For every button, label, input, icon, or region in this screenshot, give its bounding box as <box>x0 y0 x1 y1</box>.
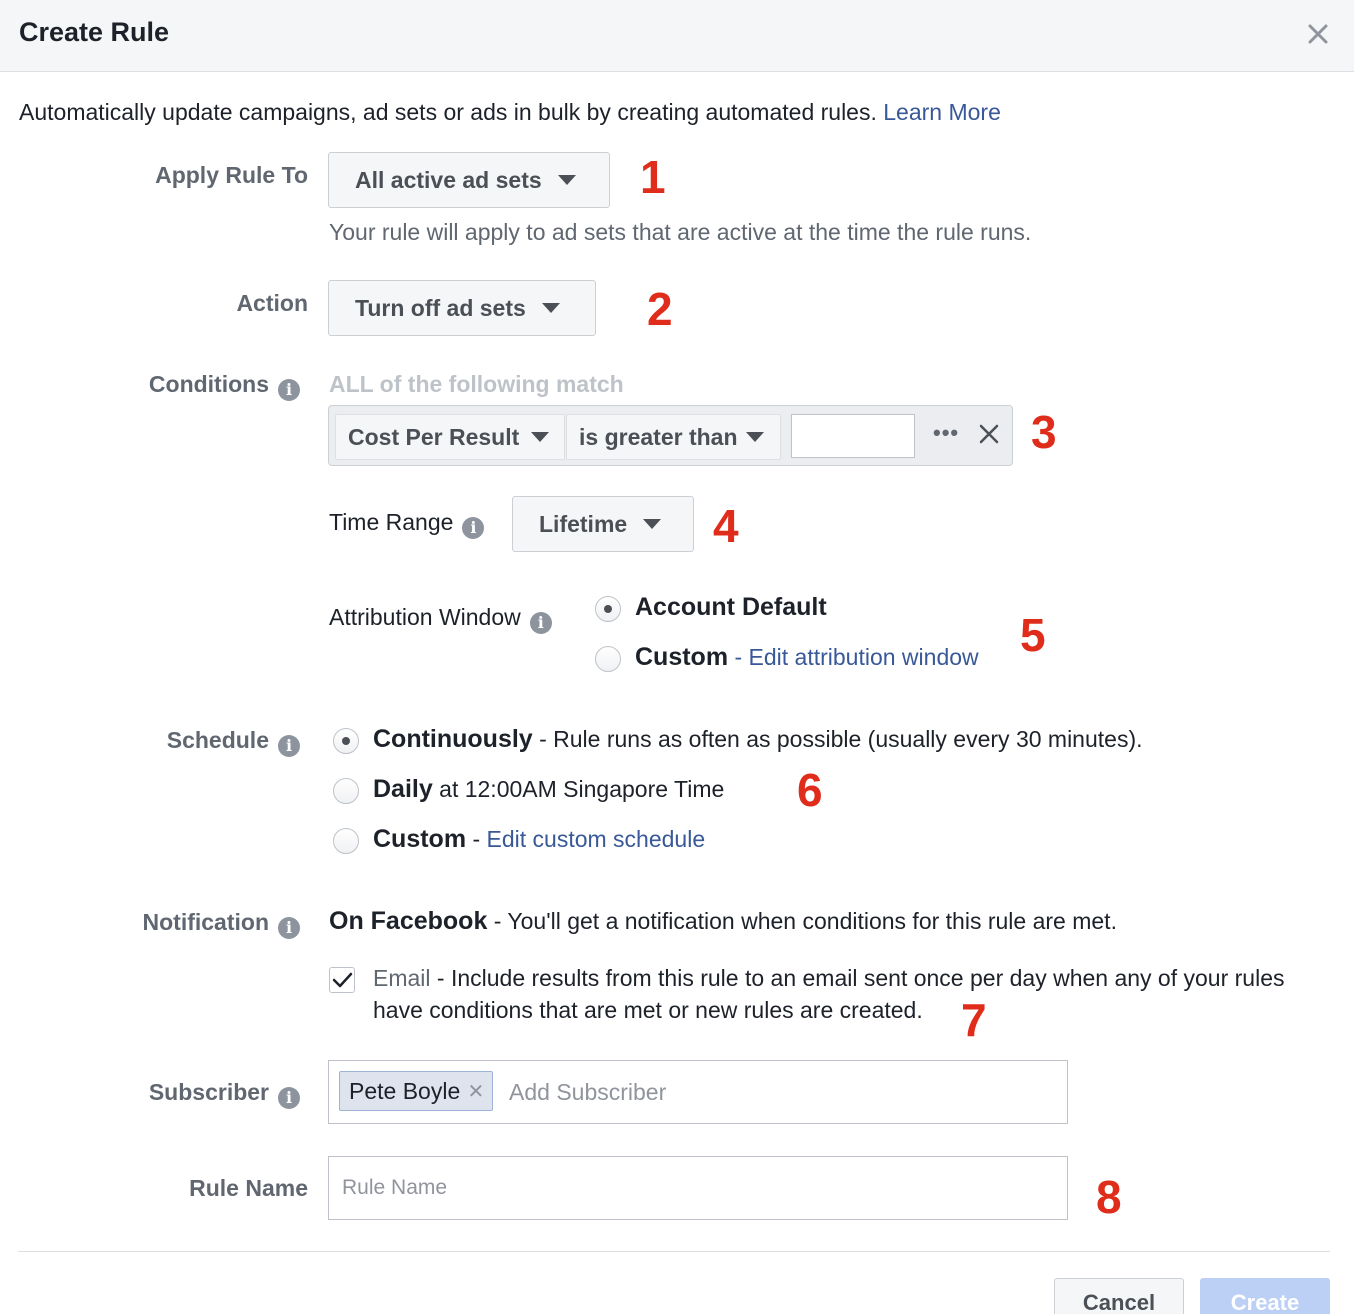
intro-description: Automatically update campaigns, ad sets or ads in bulk by creating automated rules. <box>19 99 877 125</box>
action-dropdown[interactable] <box>328 280 596 336</box>
remove-subscriber-icon[interactable]: ✕ <box>467 1081 485 1103</box>
email-checkbox[interactable] <box>329 967 355 993</box>
info-icon[interactable]: i <box>530 612 552 634</box>
schedule-label-text: Schedule <box>166 727 269 753</box>
attribution-window-label-text: Attribution Window <box>329 604 521 630</box>
condition-metric-dropdown[interactable] <box>335 414 565 460</box>
email-detail-line1: - Include results from this rule to an email sent once per day when any of your rules <box>430 965 1285 991</box>
annotation-1: 1 <box>640 151 666 203</box>
annotation-2: 2 <box>647 283 673 335</box>
condition-operator-value: is greater than <box>579 423 738 450</box>
annotation-5: 5 <box>1020 609 1046 661</box>
edit-custom-schedule-link[interactable]: Edit custom schedule <box>486 826 706 852</box>
notification-label-text: Notification <box>142 909 269 935</box>
rule-name-label: Rule Name <box>189 1175 308 1201</box>
annotation-6: 6 <box>797 764 823 816</box>
subscriber-label <box>149 1079 300 1109</box>
email-detail-line2: have conditions that are met or new rules are created. <box>373 997 923 1023</box>
attribution-window-label <box>329 604 552 634</box>
conditions-label <box>149 371 300 401</box>
annotation-8: 8 <box>1096 1171 1122 1223</box>
notification-facebook-detail: - You'll get a notification when conditions for this rule are met. <box>487 908 1117 934</box>
annotation-4: 4 <box>713 500 739 552</box>
cancel-button[interactable]: Cancel <box>1054 1278 1184 1314</box>
condition-row <box>328 405 1013 466</box>
rule-name-placeholder: Rule Name <box>342 1176 448 1199</box>
apply-rule-label: Apply Rule To <box>155 162 308 188</box>
attribution-custom-radio[interactable] <box>595 646 621 672</box>
remove-condition-icon[interactable] <box>977 422 1001 446</box>
conditions-match-text: ALL of the following match <box>329 371 624 397</box>
action-value: Turn off ad sets <box>355 294 526 321</box>
schedule-daily-label: Daily <box>373 775 433 803</box>
info-icon[interactable]: i <box>462 517 484 539</box>
schedule-daily-radio[interactable] <box>333 778 359 804</box>
close-icon[interactable] <box>1304 20 1332 48</box>
attribution-default-option <box>635 593 827 622</box>
info-icon[interactable]: i <box>278 917 300 939</box>
info-icon[interactable]: i <box>278 379 300 401</box>
email-label: Email <box>373 965 431 991</box>
schedule-continuously-radio[interactable] <box>333 728 359 754</box>
apply-rule-helper: Your rule will apply to ad sets that are active at the time the rule runs. <box>329 219 1032 245</box>
caret-down-icon <box>531 432 549 442</box>
email-option-line1 <box>373 965 1285 992</box>
schedule-custom-option <box>373 825 705 854</box>
create-button[interactable]: Create <box>1200 1278 1330 1314</box>
dialog-title: Create Rule <box>19 17 170 47</box>
rule-name-input[interactable] <box>328 1156 1068 1220</box>
attribution-default-radio[interactable] <box>595 596 621 622</box>
caret-down-icon <box>643 519 661 529</box>
info-icon[interactable]: i <box>278 735 300 757</box>
info-icon[interactable]: i <box>278 1087 300 1109</box>
schedule-continuously-label: Continuously <box>373 725 533 753</box>
add-subscriber-placeholder: Add Subscriber <box>509 1079 667 1105</box>
notification-facebook-label: On Facebook <box>329 907 488 935</box>
schedule-label <box>167 727 300 757</box>
caret-down-icon <box>542 303 560 313</box>
schedule-continuously-detail: - Rule runs as often as possible (usually every 30 minutes). <box>532 726 1143 752</box>
caret-down-icon <box>558 175 576 185</box>
time-range-dropdown[interactable] <box>512 496 694 552</box>
conditions-label-text: Conditions <box>148 371 269 397</box>
time-range-value: Lifetime <box>539 510 628 537</box>
schedule-custom-label: Custom <box>373 825 467 853</box>
apply-rule-value: All active ad sets <box>355 166 542 193</box>
condition-value-input[interactable] <box>791 414 915 458</box>
apply-rule-dropdown[interactable] <box>328 152 610 208</box>
learn-more-link[interactable]: Learn More <box>883 99 1001 125</box>
footer-divider <box>18 1251 1330 1252</box>
schedule-custom-radio[interactable] <box>333 828 359 854</box>
condition-metric-value: Cost Per Result <box>348 423 520 450</box>
subscriber-input[interactable] <box>328 1060 1068 1124</box>
attribution-custom-option <box>635 643 979 672</box>
condition-operator-dropdown[interactable] <box>566 414 781 460</box>
notification-label <box>143 909 301 939</box>
time-range-label <box>329 509 484 539</box>
annotation-7: 7 <box>961 994 987 1046</box>
checkmark-icon <box>330 968 354 992</box>
more-options-icon[interactable]: ••• <box>933 420 960 445</box>
annotation-3: 3 <box>1031 406 1057 458</box>
intro-text <box>19 99 1001 126</box>
caret-down-icon <box>746 432 764 442</box>
action-label: Action <box>236 290 308 316</box>
notification-facebook <box>329 907 1117 936</box>
schedule-daily-option <box>373 775 724 804</box>
attribution-custom-label: Custom <box>635 643 729 671</box>
schedule-daily-detail: at 12:00AM Singapore Time <box>432 776 725 802</box>
dialog-header <box>0 0 1354 72</box>
edit-attribution-window-link[interactable]: Edit attribution window <box>748 644 979 670</box>
schedule-custom-prefix: - <box>466 826 487 852</box>
attribution-link-prefix: - <box>728 644 749 670</box>
subscriber-token <box>339 1071 493 1111</box>
subscriber-token-label: Pete Boyle <box>349 1077 461 1104</box>
attribution-default-label: Account Default <box>635 593 827 621</box>
time-range-label-text: Time Range <box>329 509 454 535</box>
subscriber-label-text: Subscriber <box>148 1079 269 1105</box>
schedule-continuously-option <box>373 725 1143 754</box>
